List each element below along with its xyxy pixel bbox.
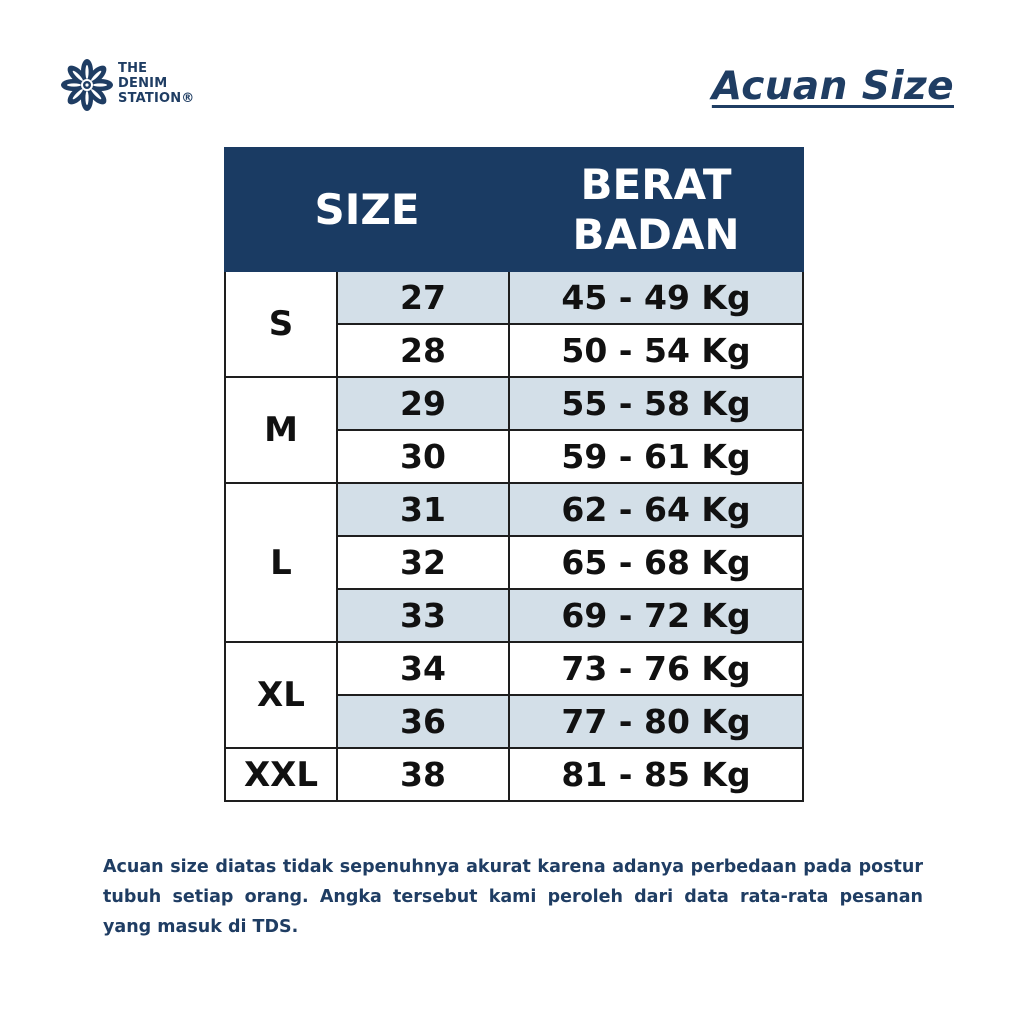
size-number-cell: 28	[337, 324, 509, 377]
brand-name	[118, 61, 195, 106]
table-row	[225, 483, 803, 536]
weight-range-cell: 55 - 58 Kg	[509, 377, 803, 430]
weight-range-cell: 65 - 68 Kg	[509, 536, 803, 589]
size-number-cell: 27	[337, 271, 509, 324]
weight-range-cell: 45 - 49 Kg	[509, 271, 803, 324]
weight-range-cell: 77 - 80 Kg	[509, 695, 803, 748]
page-title: Acuan Size	[711, 64, 954, 109]
size-letter-cell: S	[225, 271, 337, 377]
size-number-cell: 36	[337, 695, 509, 748]
brand-line-3: STATION®	[118, 91, 195, 106]
table-row	[225, 748, 803, 801]
header-weight	[509, 148, 803, 271]
header-size: SIZE	[225, 148, 509, 271]
disclaimer-note: Acuan size diatas tidak sepenuhnya akurat karena adanya perbedaan pada postur tubuh setiap orang. Angka tersebut kami peroleh dari data rata-rata pesanan yang masuk di TDS.	[103, 857, 923, 937]
size-number-cell: 33	[337, 589, 509, 642]
header-row	[225, 148, 803, 271]
size-table	[224, 147, 804, 802]
table-row	[225, 642, 803, 695]
size-letter-cell: XL	[225, 642, 337, 748]
brand-line-2: DENIM	[118, 76, 168, 91]
size-number-cell: 29	[337, 377, 509, 430]
size-number-cell: 38	[337, 748, 509, 801]
size-letter-cell: XXL	[225, 748, 337, 801]
weight-range-cell: 73 - 76 Kg	[509, 642, 803, 695]
brand-line-1: THE	[118, 61, 148, 76]
size-number-cell: 31	[337, 483, 509, 536]
weight-range-cell: 59 - 61 Kg	[509, 430, 803, 483]
size-letter-cell: L	[225, 483, 337, 642]
size-chart	[224, 147, 802, 813]
size-number-cell: 32	[337, 536, 509, 589]
table-row	[225, 271, 803, 324]
size-number-cell: 30	[337, 430, 509, 483]
size-number-cell: 34	[337, 642, 509, 695]
table-row	[225, 377, 803, 430]
weight-range-cell: 69 - 72 Kg	[509, 589, 803, 642]
weight-range-cell: 50 - 54 Kg	[509, 324, 803, 377]
header-weight-line-2: BADAN	[572, 209, 740, 259]
flower-icon	[60, 58, 114, 112]
header-weight-line-1: BERAT	[580, 159, 732, 209]
size-letter-cell: M	[225, 377, 337, 483]
weight-range-cell: 81 - 85 Kg	[509, 748, 803, 801]
size-rows	[225, 271, 803, 801]
brand-logo	[60, 58, 210, 114]
weight-range-cell: 62 - 64 Kg	[509, 483, 803, 536]
